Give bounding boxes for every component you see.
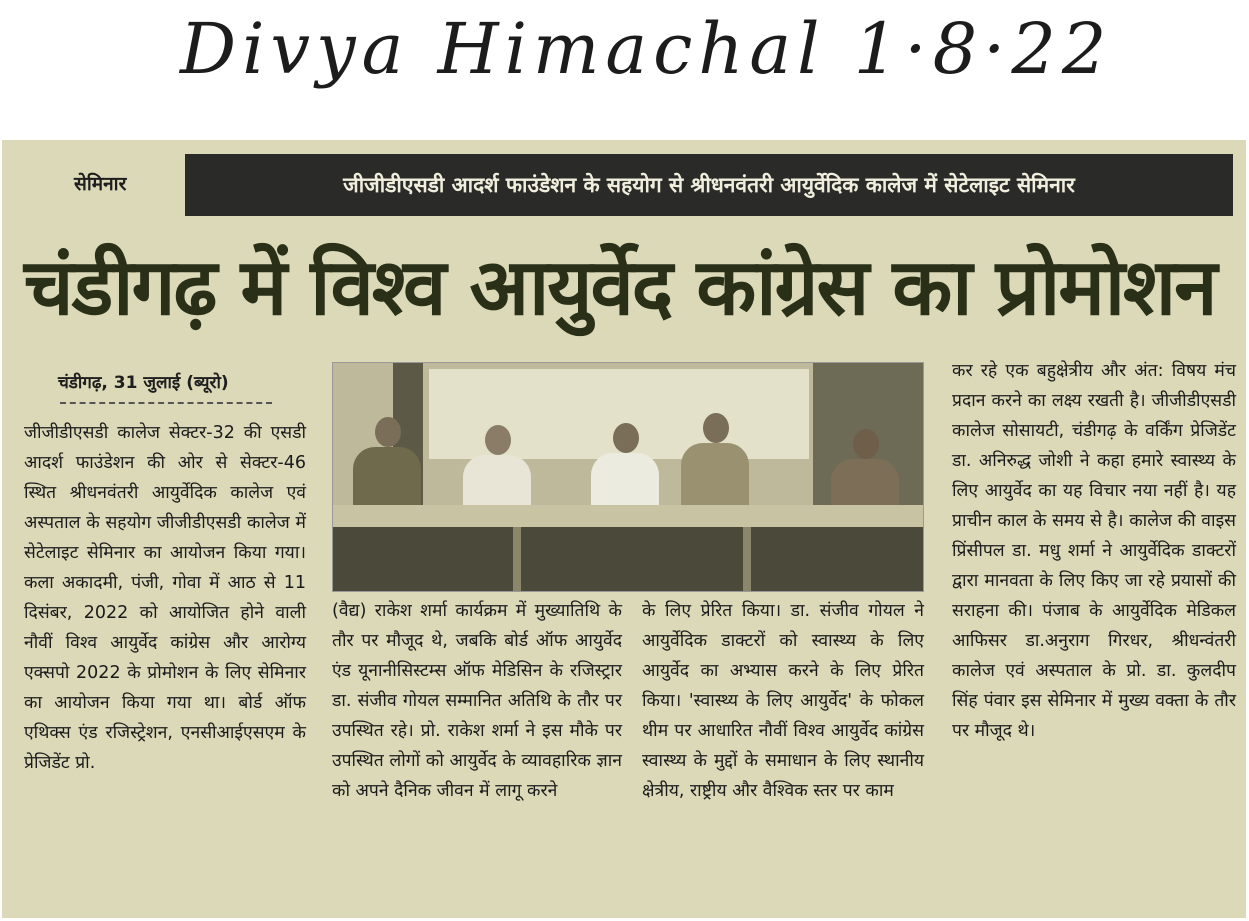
photo-table-leg [743,527,751,591]
dateline-divider [60,402,272,404]
person-body [353,447,421,513]
person-head [613,423,639,453]
handwritten-annotation: Divya Himachal 1·8·22 [180,8,1113,90]
person-head [703,413,729,443]
photo-table-top [333,505,923,527]
section-tag: सेमिनार [74,173,127,195]
article-column-3: के लिए प्रेरित किया। डा. संजीव गोयल ने आयुर्वेदिक डाक्टरों को स्वास्थ्य के लिए आयुर्वेद का अभ्यास करने के लिए प्रेरित किया। 'स्वास्थ्य के लिए आयुर्वेद' के फोकल थीम पर आधारित नौवीं विश्व आयुर्वेद कांग्रेस स्वास्थ्य के मुद्दों के समाधान के लिए स्थानीय क्षेत्रीय, राष्ट्रीय और वैश्विक स्तर पर काम [642,601,924,801]
newspaper-clipping [2,140,1246,918]
dateline: चंडीगढ़, 31 जुलाई (ब्यूरो) [58,373,229,393]
photo-table-front [333,527,923,591]
person-head [853,429,879,459]
article-column-4: कर रहे एक बहुक्षेत्रीय और अंत: विषय मंच प्रदान करने का लक्ष्य रखती है। जीजीडीएसडी कालेज सोसायटी, चंडीगढ़ के वर्किंग प्रेजिडेंट डा. अनिरुद्ध जोशी ने कहा हमारे स्वास्थ्य के लिए आयुर्वेद का यह विचार नया नहीं है। यह प्राचीन काल के समय से है। कालेज की वाइस प्रिंसीपल डा. मधु शर्मा ने आयुर्वेदिक डाक्टरों द्वारा मानवता के लिए किए जा रहे प्रयासों की सराहना की। पंजाब के आयुर्वेदिक मेडिकल आफिसर डा.अनुराग गिरधर, श्रीधन्वंतरी कालेज एवं अस्पताल के प्रो. डा. कुलदीप सिंह पंवार इस सेमिनार में मुख्य वक्ता के तौर पर मौजूद थे। [952,361,1236,741]
kicker-banner [185,154,1233,216]
kicker-text: जीजीडीएसडी आदर्श फाउंडेशन के सहयोग से श्रीधनवंतरी आयुर्वेदिक कालेज में सेटेलाइट सेमिनार [343,173,1075,197]
person-head [375,417,401,447]
article-column-1: जीजीडीएसडी कालेज सेक्टर-32 की एसडी आदर्श फाउंडेशन की ओर से सेक्टर-46 स्थित श्रीधनवंतरी आयुर्वेदिक कालेज एवं अस्पताल के सहयोग जीजीडीएसडी कालेज में सेटेलाइट सेमिनार का आयोजन किया गया। कला अकादमी, पंजी, गोवा में आठ से 11 दिसंबर, 2022 को आयोजित होने वाली नौवीं विश्व आयुर्वेद कांग्रेस और आरोग्य एक्सपो 2022 के प्रोमोशन के लिए सेमिनार का आयोजन किया गया था। बोर्ड ऑफ एथिक्स एंड रजिस्ट्रेशन, एनसीआईएसएम के प्रेजिडेंट प्रो. [24,423,306,773]
person-head [485,425,511,455]
headline: चंडीगढ़ में विश्व आयुर्वेद कांग्रेस का प्रोमोशन [24,243,1216,333]
person-body [681,443,749,509]
article-column-2: (वैद्य) राकेश शर्मा कार्यक्रम में मुख्यातिथि के तौर पर मौजूद थे, जबकि बोर्ड ऑफ आयुर्वेद एंड यूनानीसिस्टम्स ऑफ मेडिसिन के रजिस्ट्रार डा. संजीव गोयल सम्मानित अतिथि के तौर पर उपस्थित रहे। प्रो. राकेश शर्मा ने इस मौके पर उपस्थित लोगों को आयुर्वेद के व्यावहारिक ज्ञान को अपने दैनिक जीवन में लागू करने [332,601,622,801]
event-photo [332,362,924,592]
photo-table-leg [513,527,521,591]
